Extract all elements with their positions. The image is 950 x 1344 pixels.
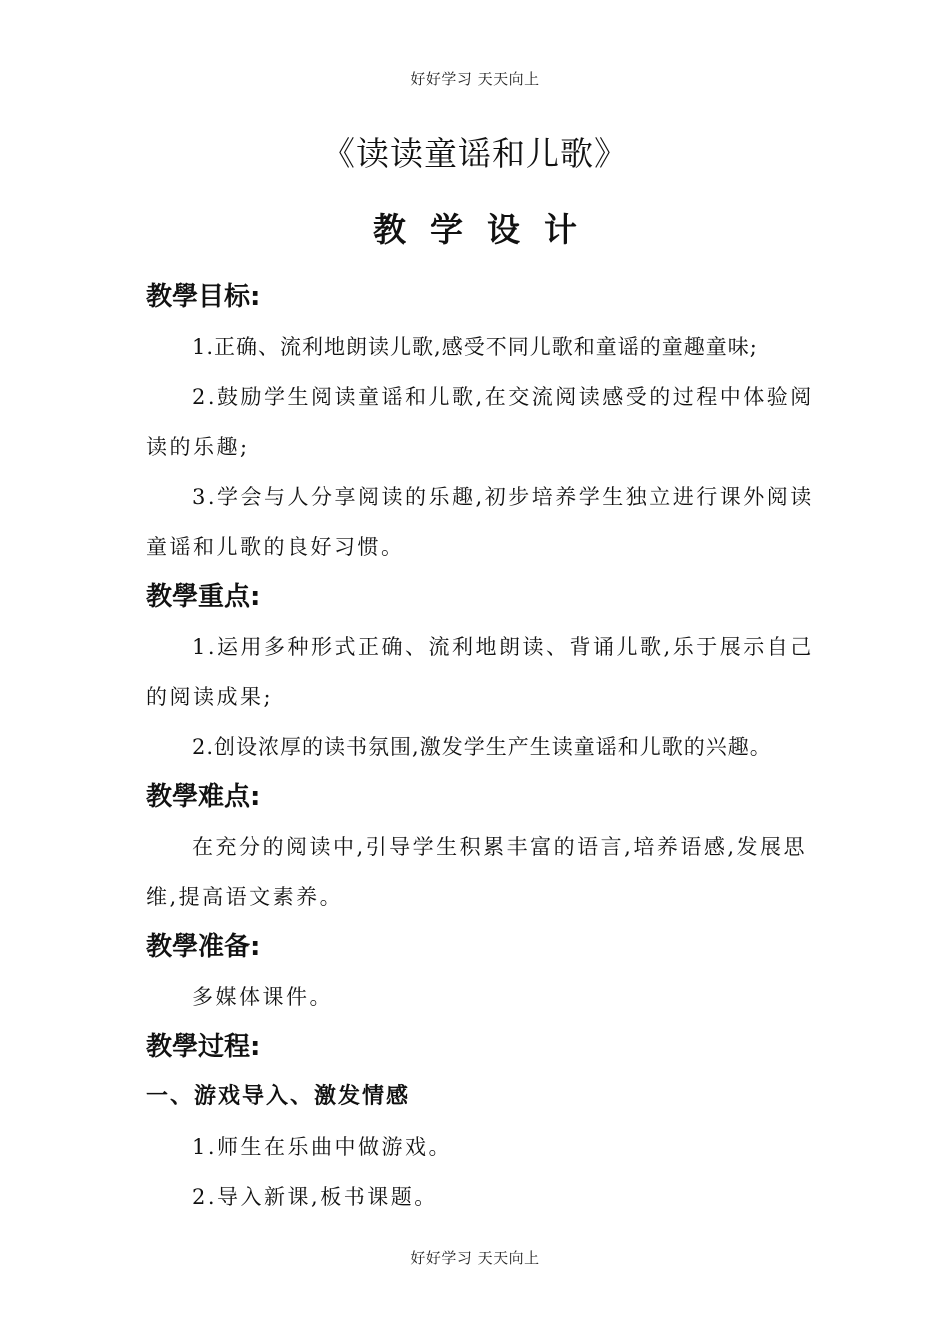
process-step-1-item-2: 2.导入新课,板书课题。 (192, 1185, 438, 1209)
section-heading-key-points: 教學重点: (146, 582, 261, 612)
page-footer: 好好学习 天天向上 (410, 1249, 540, 1267)
key-point-item-1: 1.运用多种形式正确、流利地朗读、背诵儿歌,乐于展示自己的阅读成果; (146, 635, 814, 709)
preparation-item-1: 多媒体课件。 (192, 985, 333, 1009)
objective-item-1: 1.正确、流利地朗读儿歌,感受不同儿歌和童谣的童趣童味; (192, 335, 758, 359)
difficulty-item-1: 在充分的阅读中,引导学生积累丰富的语言,培养语感,发展思维,提高语文素养。 (146, 835, 808, 909)
page-header: 好好学习 天天向上 (410, 70, 540, 88)
key-point-item-2: 2.创设浓厚的读书氛围,激发学生产生读童谣和儿歌的兴趣。 (192, 735, 772, 759)
section-heading-preparation: 教學准备: (146, 932, 261, 962)
objective-item-3: 3.学会与人分享阅读的乐趣,初步培养学生独立进行课外阅读童谣和儿歌的良好习惯。 (146, 485, 814, 559)
process-step-1-item-1: 1.师生在乐曲中做游戏。 (192, 1135, 453, 1159)
objective-item-2: 2.鼓励学生阅读童谣和儿歌,在交流阅读感受的过程中体验阅读的乐趣; (146, 385, 814, 459)
document-body (146, 272, 836, 1222)
section-heading-difficulties: 教學难点: (146, 782, 261, 812)
section-heading-objectives: 教學目标: (146, 282, 261, 312)
section-heading-process: 教學过程: (146, 1032, 261, 1062)
process-step-1-heading: 一、游戏导入、激发情感 (146, 1084, 411, 1109)
document-subtitle: 教学设计 (373, 210, 601, 249)
document-title: 《读读童谣和儿歌》 (322, 134, 628, 173)
